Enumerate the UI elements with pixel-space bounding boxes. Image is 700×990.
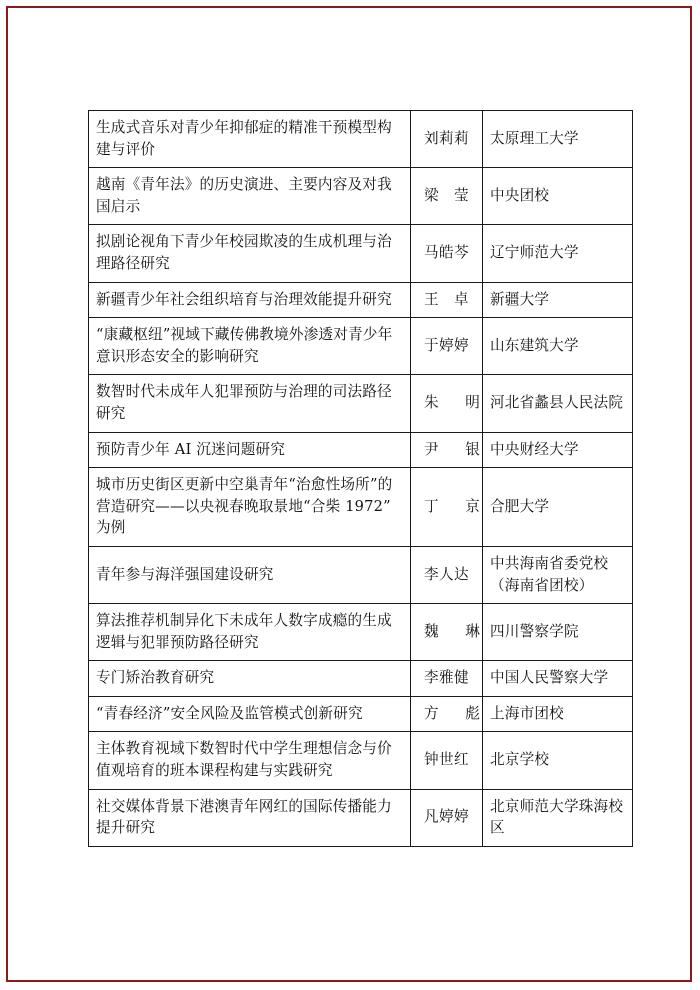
cell-project-leader: 朱 明 (411, 375, 483, 432)
cell-organization: 合肥大学 (483, 468, 633, 547)
cell-project-leader: 凡婷婷 (411, 789, 483, 846)
cell-project-title: “青春经济”安全风险及监管模式创新研究 (89, 696, 411, 732)
table-row (89, 111, 633, 168)
cell-project-leader: 于婷婷 (411, 318, 483, 375)
cell-project-title: 算法推荐机制异化下未成年人数字成瘾的生成逻辑与犯罪预防路径研究 (89, 604, 411, 661)
cell-organization: 四川警察学院 (483, 604, 633, 661)
table-row (89, 432, 633, 468)
cell-project-title: 城市历史街区更新中空巢青年“治愈性场所”的营造研究——以央视春晚取景地“合柴 1972”为例 (89, 468, 411, 547)
cell-organization: 河北省蠡县人民法院 (483, 375, 633, 432)
cell-organization: 上海市团校 (483, 696, 633, 732)
cell-project-title: 专门矫治教育研究 (89, 661, 411, 697)
table-row (89, 732, 633, 789)
table-row (89, 168, 633, 225)
cell-project-leader: 丁 京 (411, 468, 483, 547)
cell-organization: 北京师范大学珠海校区 (483, 789, 633, 846)
cell-project-title: 新疆青少年社会组织培育与治理效能提升研究 (89, 282, 411, 318)
cell-project-title: 生成式音乐对青少年抑郁症的精准干预模型构建与评价 (89, 111, 411, 168)
cell-project-leader: 李雅健 (411, 661, 483, 697)
table-row (89, 468, 633, 547)
table-row (89, 225, 633, 282)
cell-organization: 中央财经大学 (483, 432, 633, 468)
cell-project-title: 预防青少年 AI 沉迷问题研究 (89, 432, 411, 468)
cell-organization: 中共海南省委党校（海南省团校） (483, 546, 633, 603)
table-row (89, 696, 633, 732)
cell-project-title: 数智时代未成年人犯罪预防与治理的司法路径研究 (89, 375, 411, 432)
table-row (89, 661, 633, 697)
project-table-body (89, 111, 633, 847)
cell-project-title: “康藏枢纽”视域下藏传佛教境外渗透对青少年意识形态安全的影响研究 (89, 318, 411, 375)
cell-project-title: 主体教育视域下数智时代中学生理想信念与价值观培育的班本课程构建与实践研究 (89, 732, 411, 789)
cell-project-leader: 尹 银 (411, 432, 483, 468)
cell-organization: 新疆大学 (483, 282, 633, 318)
cell-project-title: 社交媒体背景下港澳青年网红的国际传播能力提升研究 (89, 789, 411, 846)
cell-organization: 中央团校 (483, 168, 633, 225)
project-table-container (88, 110, 632, 847)
cell-project-leader: 方 彪 (411, 696, 483, 732)
cell-project-leader: 魏 琳 (411, 604, 483, 661)
cell-project-leader: 梁 莹 (411, 168, 483, 225)
cell-project-title: 越南《青年法》的历史演进、主要内容及对我国启示 (89, 168, 411, 225)
table-row (89, 375, 633, 432)
table-row (89, 546, 633, 603)
cell-organization: 山东建筑大学 (483, 318, 633, 375)
cell-organization: 辽宁师范大学 (483, 225, 633, 282)
cell-project-leader: 刘莉莉 (411, 111, 483, 168)
cell-project-title: 青年参与海洋强国建设研究 (89, 546, 411, 603)
cell-organization: 中国人民警察大学 (483, 661, 633, 697)
cell-project-leader: 钟世红 (411, 732, 483, 789)
table-row (89, 789, 633, 846)
cell-organization: 太原理工大学 (483, 111, 633, 168)
cell-project-leader: 王 卓 (411, 282, 483, 318)
cell-project-leader: 李人达 (411, 546, 483, 603)
project-table (88, 110, 633, 847)
cell-organization: 北京学校 (483, 732, 633, 789)
table-row (89, 318, 633, 375)
table-row (89, 604, 633, 661)
table-row (89, 282, 633, 318)
cell-project-title: 拟剧论视角下青少年校园欺凌的生成机理与治理路径研究 (89, 225, 411, 282)
cell-project-leader: 马皓芩 (411, 225, 483, 282)
